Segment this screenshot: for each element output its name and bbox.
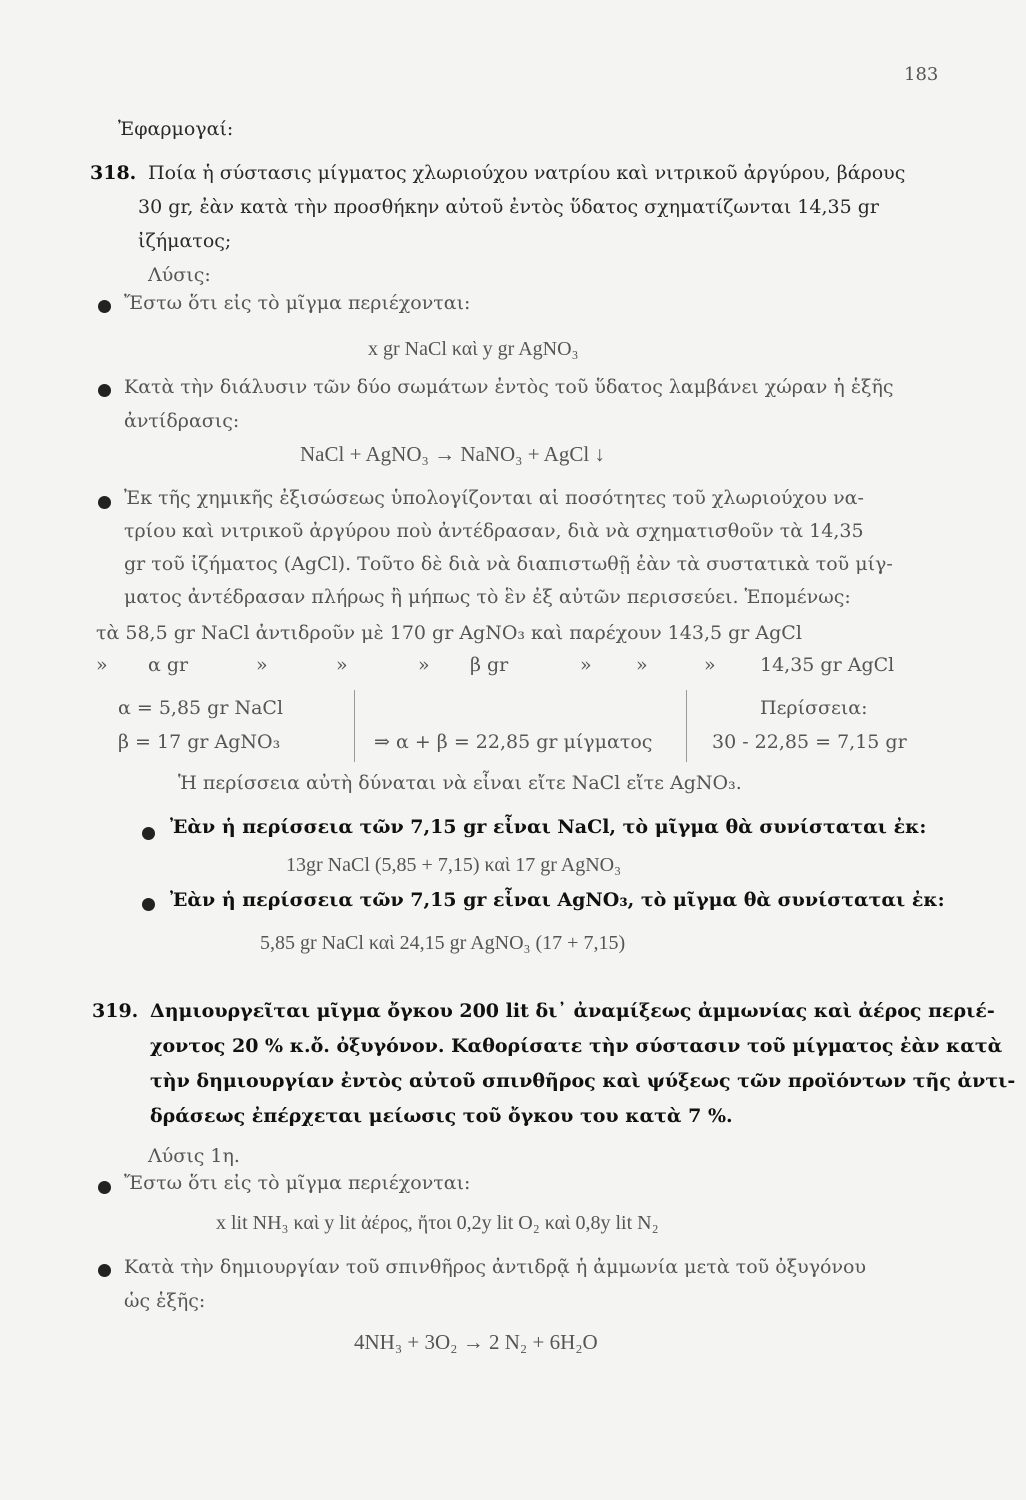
beta-result: β = 17 gr AgNO₃ xyxy=(118,731,281,753)
step-text: Ἔστω ὅτι εἰς τὸ μῖγμα περιέχονται: xyxy=(124,292,471,314)
divider-line xyxy=(686,690,687,762)
step-text: gr τοῦ ἰζήματος (AgCl). Τοῦτο δὲ διὰ νὰ διαπιστωθῇ ἐὰν τὰ συστατικὰ τοῦ μίγ- xyxy=(124,553,893,575)
case-2-title: Ἐὰν ἡ περίσσεια τῶν 7,15 gr εἶναι AgNO₃, τὸ μῖγμα θὰ συνίσταται ἐκ: xyxy=(170,889,945,911)
alpha-result: α = 5,85 gr NaCl xyxy=(118,697,284,719)
step-text: τρίου καὶ νιτρικοῦ ἀργύρου ποὺ ἀντέδρασαν, διὰ νὰ σχηματισθοῦν τὰ 14,35 xyxy=(124,520,864,542)
case-1-title: Ἐὰν ἡ περίσσεια τῶν 7,15 gr εἶναι NaCl, τὸ μῖγμα θὰ συνίσταται ἐκ: xyxy=(170,816,927,838)
proportion-ditto: » xyxy=(418,654,430,676)
excess-note: Ἡ περίσσεια αὐτὴ δύναται νὰ εἶναι εἴτε NaCl εἴτε AgNO₃. xyxy=(178,772,742,794)
proportion-alpha: α gr xyxy=(148,654,189,676)
bullet-icon xyxy=(142,898,155,911)
step-text: ἀντίδρασις: xyxy=(124,410,240,432)
problem-319-question-line: δράσεως ἐπέρχεται μείωσις τοῦ ὄγκου του κατὰ 7 %. xyxy=(150,1105,733,1127)
bullet-icon xyxy=(98,1264,111,1277)
excess-value: 30 - 22,85 = 7,15 gr xyxy=(712,731,907,753)
step-text: Ἔστω ὅτι εἰς τὸ μῖγμα περιέχονται: xyxy=(124,1172,471,1194)
formula: x lit NH₃ καὶ y lit ἀέρος, ἤτοι 0,2y lit O₂ καὶ 0,8y lit N₂ xyxy=(216,1212,659,1234)
step-text: ὡς ἑξῆς: xyxy=(124,1290,206,1312)
proportion-ditto: » xyxy=(580,654,592,676)
formula: x gr NaCl καὶ y gr AgNO₃ xyxy=(368,338,579,360)
section-title: Ἐφαρμογαί: xyxy=(118,118,234,140)
bullet-icon xyxy=(98,300,111,313)
problem-319-question-line: τὴν δημιουργίαν ἐντὸς αὐτοῦ σπινθῆρος καὶ ψύξεως τῶν προϊόντων τῆς ἀντι- xyxy=(150,1070,1016,1092)
bullet-icon xyxy=(142,827,155,840)
step-text: Ἐκ τῆς χημικῆς ἐξισώσεως ὑπολογίζονται αἱ ποσότητες τοῦ χλωριούχου να- xyxy=(124,487,864,509)
proportion-ditto: » xyxy=(96,654,108,676)
problem-319-number: 319. xyxy=(92,1000,139,1022)
solution-label: Λύσις: xyxy=(148,264,211,286)
bullet-icon xyxy=(98,384,111,397)
problem-319-question-line: Δημιουργεῖται μῖγμα ὄγκου 200 lit δι᾽ ἀναμίξεως ἀμμωνίας καὶ ἀέρος περιέ- xyxy=(150,1000,995,1022)
proportion-ditto: » xyxy=(704,654,716,676)
reaction-equation: 4NH₃ + 3O₂ → 2 N₂ + 6H₂O xyxy=(354,1330,598,1354)
bullet-icon xyxy=(98,1181,111,1194)
problem-318-question-line: Ποία ἡ σύστασις μίγματος χλωριούχου νατρίου καὶ νιτρικοῦ ἀργύρου, βάρους xyxy=(148,162,906,184)
proportion-ditto: » xyxy=(336,654,348,676)
step-text: Κατὰ τὴν δημιουργίαν τοῦ σπινθῆρος ἀντιδρᾷ ἡ ἀμμωνία μετὰ τοῦ ὀξυγόνου xyxy=(124,1256,867,1278)
problem-319-question-line: χοντος 20 % κ.ὄ. ὀξυγόνον. Καθορίσατε τὴν σύστασιν τοῦ μίγματος ἐὰν κατὰ xyxy=(150,1035,1003,1057)
step-text: ματος ἀντέδρασαν πλήρως ἢ μήπως τὸ ἓν ἐξ αὐτῶν περισσεύει. Ἑπομένως: xyxy=(124,586,851,608)
proportion-ditto: » xyxy=(256,654,268,676)
case-1-formula: 13gr NaCl (5,85 + 7,15) καὶ 17 gr AgNO₃ xyxy=(286,854,622,876)
excess-label: Περίσσεια: xyxy=(760,697,868,719)
reaction-equation: NaCl + AgNO₃ → NaNO₃ + AgCl ↓ xyxy=(300,442,605,466)
sum-result: ⇒ α + β = 22,85 gr μίγματος xyxy=(374,731,653,753)
page-number: 183 xyxy=(904,64,939,85)
divider-line xyxy=(354,690,355,762)
solution-label: Λύσις 1η. xyxy=(148,1145,240,1167)
bullet-icon xyxy=(98,496,111,509)
proportion-result: 14,35 gr AgCl xyxy=(760,654,895,676)
step-text: Κατὰ τὴν διάλυσιν τῶν δύο σωμάτων ἐντὸς τοῦ ὕδατος λαμβάνει χώραν ἡ ἑξῆς xyxy=(124,376,894,398)
problem-318-number: 318. xyxy=(90,162,137,184)
proportion-ditto: » xyxy=(636,654,648,676)
case-2-formula: 5,85 gr NaCl καὶ 24,15 gr AgNO₃ (17 + 7,15) xyxy=(260,932,626,954)
proportion-beta: β gr xyxy=(470,654,509,676)
problem-318-question-line: ἰζήματος; xyxy=(138,230,232,252)
proportion-line: τὰ 58,5 gr NaCl ἀντιδροῦν μὲ 170 gr AgNO₃ καὶ παρέχουν 143,5 gr AgCl xyxy=(96,622,802,644)
problem-318-question-line: 30 gr, ἐὰν κατὰ τὴν προσθήκην αὐτοῦ ἐντὸς ὕδατος σχηματίζωνται 14,35 gr xyxy=(138,196,879,218)
